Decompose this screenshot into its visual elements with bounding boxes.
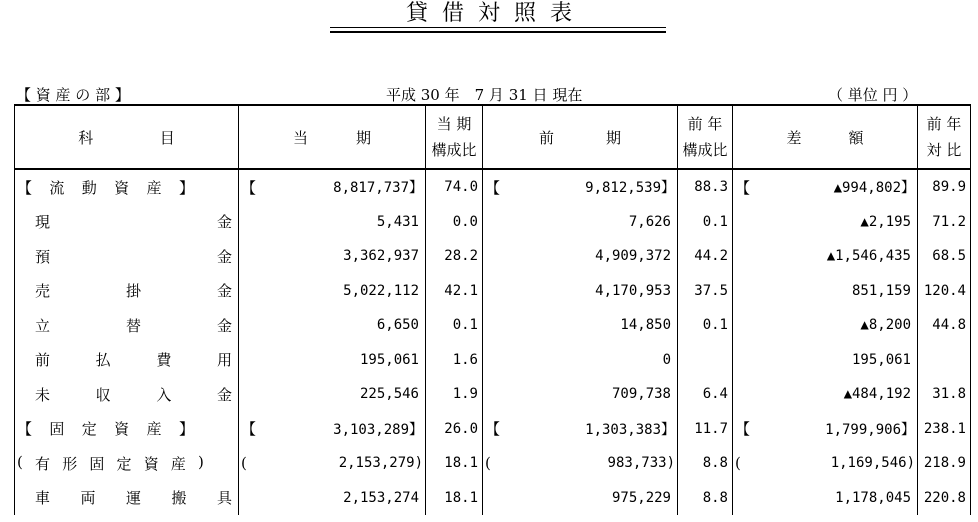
table-row bbox=[15, 308, 971, 343]
current-ratio-cell: 1.6 bbox=[426, 343, 483, 378]
yoy-cell: 68.5 bbox=[918, 239, 971, 274]
subject-cell bbox=[15, 377, 239, 412]
yoy-cell: 89.9 bbox=[918, 169, 971, 205]
current-ratio-cell: 0.1 bbox=[426, 308, 483, 343]
open-bracket: ( bbox=[735, 454, 741, 473]
table-row bbox=[15, 169, 971, 205]
yoy-cell: 238.1 bbox=[918, 412, 971, 447]
header-current-1: 当 bbox=[292, 128, 308, 147]
subject-cell bbox=[15, 412, 239, 447]
close-bracket: 】 bbox=[409, 421, 423, 438]
subject-cell bbox=[15, 481, 239, 516]
subject-char: 固 bbox=[89, 454, 105, 473]
subject-char: 現 bbox=[35, 213, 51, 232]
subject-char: 】 bbox=[178, 178, 194, 197]
yoy-cell: 44.8 bbox=[918, 308, 971, 343]
current-cell bbox=[239, 412, 426, 447]
subject-char: 売 bbox=[35, 282, 51, 301]
previous-ratio-cell: 44.2 bbox=[678, 239, 733, 274]
previous-ratio-cell: 8.8 bbox=[678, 481, 733, 516]
yoy-cell: 220.8 bbox=[918, 481, 971, 516]
current-ratio-cell: 1.9 bbox=[426, 377, 483, 412]
previous-ratio-cell: 88.3 bbox=[678, 169, 733, 205]
current-cell: 6,650 bbox=[239, 308, 426, 343]
header-current-ratio bbox=[426, 105, 483, 169]
subject-char: 資 bbox=[114, 178, 130, 197]
subject-char: 具 bbox=[216, 489, 232, 508]
subject-char: 動 bbox=[81, 178, 97, 197]
open-bracket: 【 bbox=[735, 420, 751, 439]
header-difference-2: 額 bbox=[848, 128, 864, 147]
subject-cell bbox=[15, 239, 239, 274]
subject-char: ( bbox=[17, 452, 23, 471]
header-difference bbox=[733, 105, 918, 169]
table-row bbox=[15, 446, 971, 481]
difference-cell bbox=[733, 446, 918, 481]
subject-char: ) bbox=[198, 452, 204, 471]
difference-cell bbox=[733, 169, 918, 205]
table-row bbox=[15, 377, 971, 412]
subject-char: 金 bbox=[216, 213, 232, 232]
current-ratio-cell: 74.0 bbox=[426, 169, 483, 205]
balance-sheet-table bbox=[14, 104, 971, 515]
title-underline-thick bbox=[330, 31, 666, 33]
open-bracket: 【 bbox=[241, 420, 257, 439]
open-bracket: ( bbox=[241, 454, 247, 473]
table-row bbox=[15, 239, 971, 274]
current-value: 3,103,289 bbox=[333, 421, 409, 438]
subject-char: 金 bbox=[216, 385, 232, 404]
current-ratio-cell: 28.2 bbox=[426, 239, 483, 274]
close-bracket: 】 bbox=[901, 421, 915, 438]
subject-char: 】 bbox=[178, 420, 194, 439]
current-cell: 225,546 bbox=[239, 377, 426, 412]
previous-cell: 4,170,953 bbox=[483, 274, 678, 309]
subject-cell bbox=[15, 308, 239, 343]
current-cell: 5,431 bbox=[239, 205, 426, 240]
subject-cell bbox=[15, 274, 239, 309]
close-bracket: ) bbox=[414, 455, 423, 472]
open-bracket: 【 bbox=[241, 178, 257, 197]
header-previous-1: 前 bbox=[538, 128, 554, 147]
subject-char: 【 bbox=[17, 420, 33, 439]
header-previous-ratio-1: 前 年 bbox=[687, 115, 723, 133]
previous-value: 1,303,383 bbox=[585, 421, 661, 438]
subject-char: 金 bbox=[216, 282, 232, 301]
header-current-2: 期 bbox=[355, 128, 371, 147]
previous-cell: 14,850 bbox=[483, 308, 678, 343]
previous-cell bbox=[483, 412, 678, 447]
current-value: 8,817,737 bbox=[333, 180, 409, 197]
header-yoy-2: 対 比 bbox=[926, 141, 962, 159]
subject-char: 産 bbox=[146, 178, 162, 197]
subject-cell bbox=[15, 205, 239, 240]
previous-ratio-cell: 0.1 bbox=[678, 205, 733, 240]
table-row bbox=[15, 205, 971, 240]
previous-ratio-cell: 8.8 bbox=[678, 446, 733, 481]
difference-cell: ▲484,192 bbox=[733, 377, 918, 412]
title-underline bbox=[330, 27, 666, 28]
previous-cell: 4,909,372 bbox=[483, 239, 678, 274]
current-ratio-cell: 26.0 bbox=[426, 412, 483, 447]
subject-char: 定 bbox=[116, 454, 132, 473]
subject-char: 流 bbox=[49, 178, 65, 197]
subject-char: 立 bbox=[35, 316, 51, 335]
difference-cell bbox=[733, 412, 918, 447]
header-subject bbox=[15, 105, 239, 169]
subject-char: 形 bbox=[62, 454, 78, 473]
current-ratio-cell: 0.0 bbox=[426, 205, 483, 240]
header-previous bbox=[483, 105, 678, 169]
subject-char: 両 bbox=[80, 489, 96, 508]
current-cell: 3,362,937 bbox=[239, 239, 426, 274]
open-bracket: 【 bbox=[735, 178, 751, 197]
current-cell bbox=[239, 169, 426, 205]
current-cell: 2,153,274 bbox=[239, 481, 426, 516]
yoy-cell: 218.9 bbox=[918, 446, 971, 481]
yoy-cell bbox=[918, 343, 971, 378]
document-title: 貸借対照表 bbox=[405, 1, 586, 26]
difference-cell: ▲8,200 bbox=[733, 308, 918, 343]
header-subject-1: 科 bbox=[78, 128, 94, 147]
yoy-cell: 120.4 bbox=[918, 274, 971, 309]
subject-cell bbox=[15, 343, 239, 378]
header-subject-2: 目 bbox=[159, 128, 175, 147]
close-bracket: 】 bbox=[901, 180, 915, 197]
subject-char: 車 bbox=[35, 489, 51, 508]
header-current bbox=[239, 105, 426, 169]
header-previous-ratio-2: 構成比 bbox=[682, 141, 728, 159]
close-bracket: ) bbox=[906, 455, 915, 472]
report-date: 平成 30 年 7 月 31 日 現在 bbox=[386, 86, 583, 104]
previous-ratio-cell bbox=[678, 343, 733, 378]
yoy-cell: 71.2 bbox=[918, 205, 971, 240]
header-difference-1: 差 bbox=[786, 128, 802, 147]
table-row bbox=[15, 412, 971, 447]
subject-char: 資 bbox=[114, 420, 130, 439]
previous-cell bbox=[483, 446, 678, 481]
subject-cell bbox=[15, 446, 239, 481]
difference-cell: 195,061 bbox=[733, 343, 918, 378]
current-ratio-cell: 18.1 bbox=[426, 446, 483, 481]
close-bracket: ) bbox=[666, 455, 675, 472]
current-ratio-cell: 18.1 bbox=[426, 481, 483, 516]
difference-cell: ▲1,546,435 bbox=[733, 239, 918, 274]
subject-char: 掛 bbox=[125, 282, 141, 301]
header-yoy bbox=[918, 105, 971, 169]
subject-char: 替 bbox=[125, 316, 141, 335]
section-label: 【 資 産 の 部 】 bbox=[16, 86, 130, 104]
subject-char: 金 bbox=[216, 316, 232, 335]
difference-cell: 1,178,045 bbox=[733, 481, 918, 516]
subject-char: 用 bbox=[216, 351, 232, 370]
current-cell: 195,061 bbox=[239, 343, 426, 378]
previous-value: 983,733 bbox=[607, 455, 667, 472]
previous-cell: 975,229 bbox=[483, 481, 678, 516]
header-current-ratio-1: 当 期 bbox=[436, 115, 472, 133]
difference-cell: 851,159 bbox=[733, 274, 918, 309]
table-row bbox=[15, 274, 971, 309]
previous-cell: 7,626 bbox=[483, 205, 678, 240]
difference-value: ▲994,802 bbox=[833, 180, 901, 197]
current-cell bbox=[239, 446, 426, 481]
previous-ratio-cell: 6.4 bbox=[678, 377, 733, 412]
subject-char: 産 bbox=[170, 454, 186, 473]
subject-char: 産 bbox=[146, 420, 162, 439]
header-current-ratio-2: 構成比 bbox=[431, 141, 477, 159]
open-bracket: ( bbox=[485, 454, 491, 473]
current-cell: 5,022,112 bbox=[239, 274, 426, 309]
subject-char: 収 bbox=[95, 385, 111, 404]
difference-value: 1,799,906 bbox=[825, 421, 901, 438]
close-bracket: 】 bbox=[661, 421, 675, 438]
previous-cell: 709,738 bbox=[483, 377, 678, 412]
subject-char: 定 bbox=[81, 420, 97, 439]
difference-cell: ▲2,195 bbox=[733, 205, 918, 240]
subject-char: 前 bbox=[35, 351, 51, 370]
table-row bbox=[15, 343, 971, 378]
difference-value: 1,169,546 bbox=[830, 455, 907, 472]
current-value: 2,153,279 bbox=[338, 455, 415, 472]
previous-value: 9,812,539 bbox=[585, 180, 661, 197]
header-previous-ratio bbox=[678, 105, 733, 169]
subject-cell bbox=[15, 169, 239, 205]
subject-char: 有 bbox=[35, 454, 51, 473]
subject-char: 未 bbox=[35, 385, 51, 404]
header-yoy-1: 前 年 bbox=[926, 115, 962, 133]
subject-char: 費 bbox=[156, 351, 172, 370]
subject-char: 金 bbox=[216, 247, 232, 266]
subject-char: 固 bbox=[49, 420, 65, 439]
subject-char: 【 bbox=[17, 178, 33, 197]
table-row bbox=[15, 481, 971, 516]
subject-char: 搬 bbox=[171, 489, 187, 508]
open-bracket: 【 bbox=[485, 420, 501, 439]
subject-char: 運 bbox=[125, 489, 141, 508]
open-bracket: 【 bbox=[485, 178, 501, 197]
subject-char: 預 bbox=[35, 247, 51, 266]
unit-label: （ 単位 円 ） bbox=[828, 86, 918, 104]
close-bracket: 】 bbox=[409, 180, 423, 197]
subject-char: 払 bbox=[95, 351, 111, 370]
current-ratio-cell: 42.1 bbox=[426, 274, 483, 309]
header-previous-2: 期 bbox=[605, 128, 621, 147]
header-row bbox=[15, 105, 971, 169]
previous-ratio-cell: 37.5 bbox=[678, 274, 733, 309]
previous-cell: 0 bbox=[483, 343, 678, 378]
subject-char: 入 bbox=[156, 385, 172, 404]
previous-ratio-cell: 11.7 bbox=[678, 412, 733, 447]
previous-ratio-cell: 0.1 bbox=[678, 308, 733, 343]
subject-char: 資 bbox=[143, 454, 159, 473]
previous-cell bbox=[483, 169, 678, 205]
close-bracket: 】 bbox=[661, 180, 675, 197]
yoy-cell: 31.8 bbox=[918, 377, 971, 412]
